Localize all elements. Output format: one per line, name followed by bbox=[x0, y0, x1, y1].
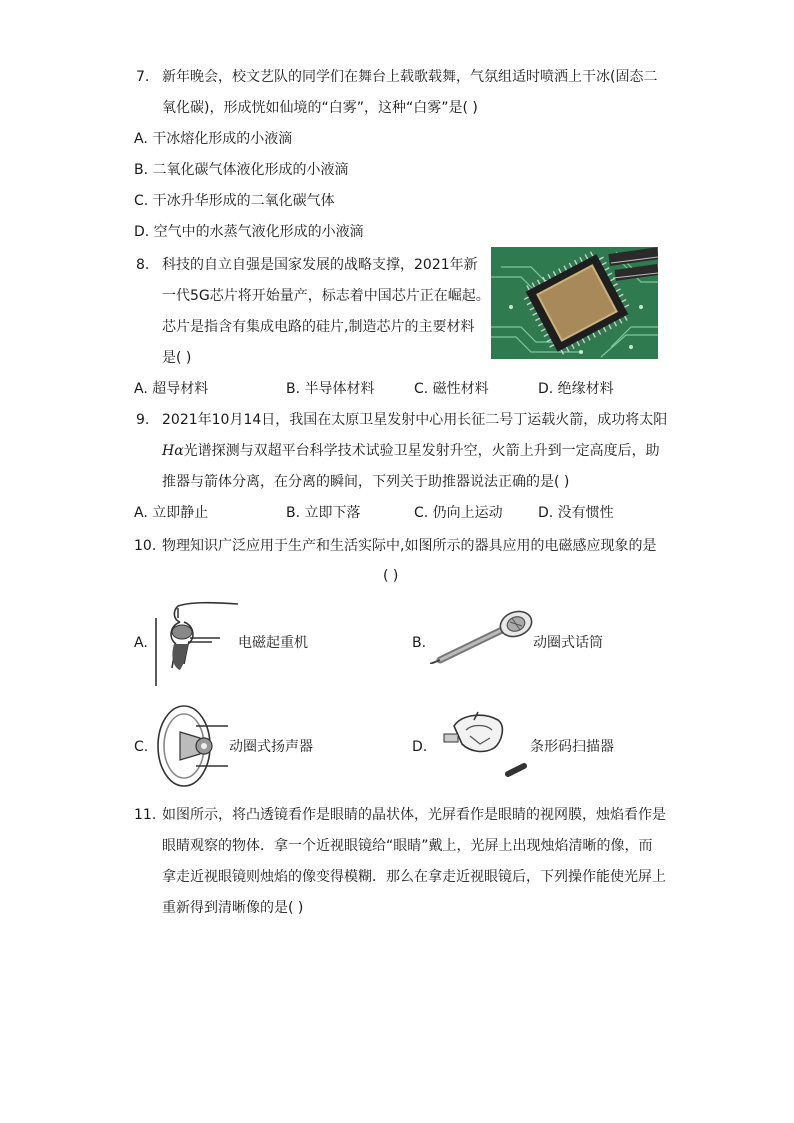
q8-stem-line-1: 科技的自立自强是国家发展的战略支撑，2021年新 bbox=[162, 257, 478, 273]
microphone-figure bbox=[430, 608, 534, 664]
q9-h-alpha: Hα bbox=[162, 443, 184, 459]
q7-option-c: C. 干冰升华形成的二氧化碳气体 bbox=[134, 193, 335, 209]
q11-stem-line-1: 如图所示，将凸透镜看作是眼睛的晶状体，光屏看作是眼睛的视网膜，烛焰看作是 bbox=[162, 807, 666, 823]
crane-figure bbox=[150, 598, 240, 690]
q10-option-d-label: 条形码扫描器 bbox=[530, 739, 614, 755]
q9-option-a: A. 立即静止 bbox=[134, 505, 209, 521]
q8-option-d: D. 绝缘材料 bbox=[538, 381, 614, 397]
chip-photo bbox=[491, 247, 658, 359]
q9-option-c: C. 仍向上运动 bbox=[414, 505, 503, 521]
q11-stem-line-4: 重新得到清晰像的是( ) bbox=[162, 900, 304, 916]
q10-option-b-label: 动圈式话筒 bbox=[533, 635, 603, 651]
q9-stem-line-2-rest: 光谱探测与双超平台科学技术试验卫星发射升空，火箭上升到一定高度后，助 bbox=[183, 443, 660, 459]
q8-number: 8. bbox=[136, 257, 150, 273]
q11-stem-line-2: 眼睛观察的物体．拿一个近视眼镜给“眼睛”戴上，光屏上出现烛焰清晰的像，而 bbox=[162, 838, 653, 854]
q10-option-b-letter: B. bbox=[412, 635, 427, 651]
q9-stem-line-1: 2021年10月14日，我国在太原卫星发射中心用长征二号丁运载火箭，成功将太阳 bbox=[162, 412, 668, 428]
q8-option-a: A. 超导材料 bbox=[134, 381, 209, 397]
q7-stem-line-2: 氧化碳)，形成恍如仙境的“白雾”，这种“白雾”是( ) bbox=[162, 100, 478, 116]
q10-stem-line-1: 物理知识广泛应用于生产和生活实际中,如图所示的器具应用的电磁感应现象的是 bbox=[162, 538, 657, 554]
q9-stem-line-3: 推器与箭体分离，在分离的瞬间，下列关于助推器说法正确的是( ) bbox=[162, 474, 570, 490]
barcode-scanner-figure bbox=[440, 708, 532, 784]
q10-option-d-letter: D. bbox=[412, 739, 428, 755]
q9-option-b: B. 立即下落 bbox=[286, 505, 361, 521]
loudspeaker-figure bbox=[152, 700, 230, 792]
q11-number: 11. bbox=[134, 807, 157, 823]
q7-option-a: A. 干冰熔化形成的小液滴 bbox=[134, 131, 293, 147]
q8-option-b: B. 半导体材料 bbox=[286, 381, 375, 397]
q8-stem-line-4: 是( ) bbox=[162, 350, 192, 366]
q10-stem-line-2: ( ) bbox=[383, 568, 399, 584]
q10-option-a-letter: A. bbox=[134, 635, 148, 651]
q10-option-c-label: 动圈式扬声器 bbox=[229, 739, 313, 755]
q9-option-d: D. 没有惯性 bbox=[538, 505, 614, 521]
q8-stem-line-3: 芯片是指含有集成电路的硅片,制造芯片的主要材料 bbox=[162, 319, 475, 335]
q8-stem-line-2: 一代5G芯片将开始量产，标志着中国芯片正在崛起。 bbox=[162, 288, 490, 304]
q7-stem-line-1: 新年晚会，校文艺队的同学们在舞台上载歌载舞，气氛组适时喷洒上干冰(固态二 bbox=[162, 69, 658, 85]
q11-stem-line-3: 拿走近视眼镜则烛焰的像变得模糊．那么在拿走近视眼镜后，下列操作能使光屏上 bbox=[162, 869, 666, 885]
q10-number: 10. bbox=[134, 538, 157, 554]
q9-stem-line-2 bbox=[162, 441, 660, 461]
q7-number: 7. bbox=[136, 69, 150, 85]
q7-option-d: D. 空气中的水蒸气液化形成的小液滴 bbox=[134, 224, 364, 240]
q10-option-a-label: 电磁起重机 bbox=[238, 635, 308, 651]
q7-option-b: B. 二氧化碳气体液化形成的小液滴 bbox=[134, 162, 349, 178]
q9-number: 9. bbox=[136, 412, 150, 428]
q8-option-c: C. 磁性材料 bbox=[414, 381, 489, 397]
q10-option-c-letter: C. bbox=[134, 739, 149, 755]
